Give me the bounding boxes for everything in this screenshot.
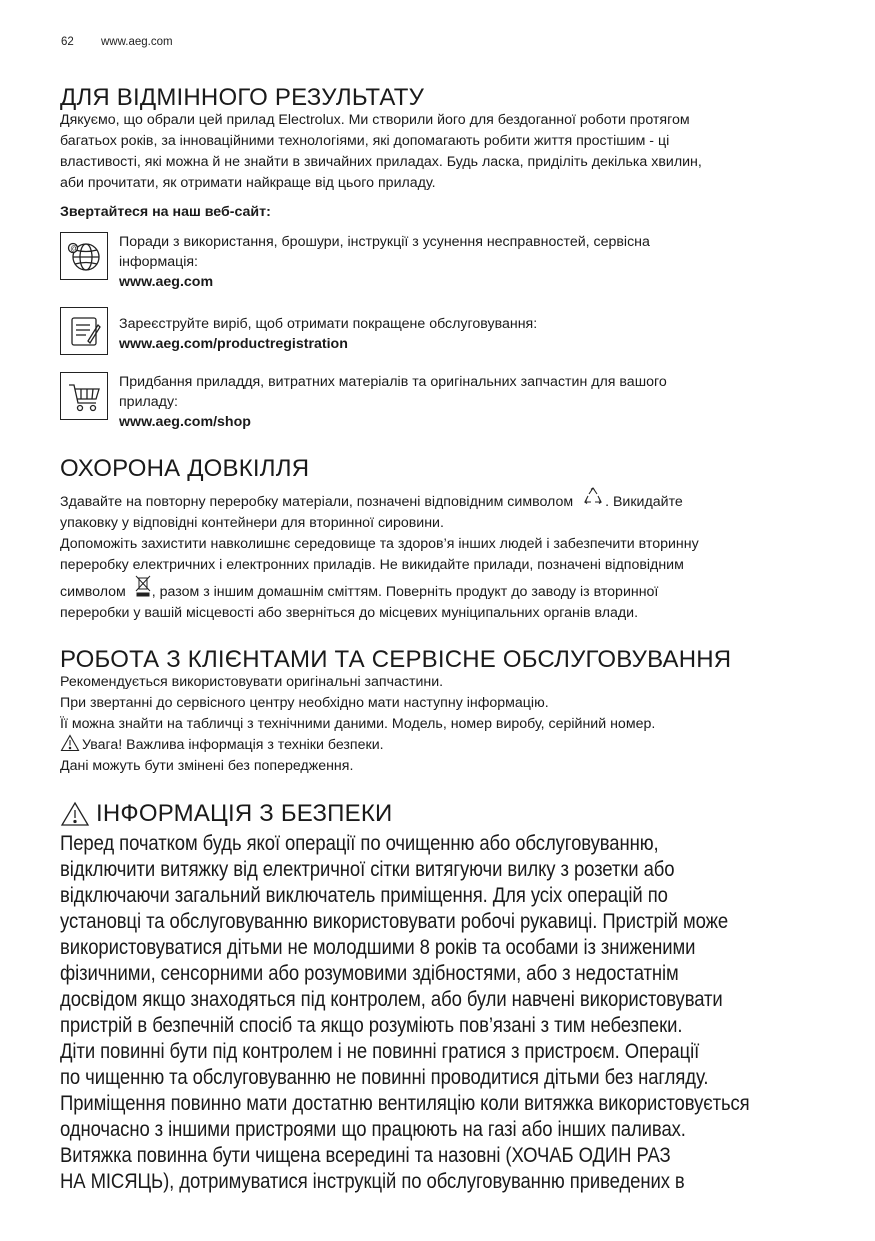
link-desc: Придбання приладдя, витратних матеріалів та оригінальних запчастин для вашого [119, 374, 667, 390]
environment-text: , разом з іншим домашнім сміттям. Поверніть продукт до заводу із вторинної [151, 584, 659, 600]
intro-title: ДЛЯ ВІДМІННОГО РЕЗУЛЬТАТУ [60, 84, 425, 111]
globe-icon [60, 232, 108, 280]
safety-line: відключаючи загальний виключатель приміщення. Для усіх операцій по [60, 883, 668, 907]
service-line: Дані можуть бути змінені без попередження. [60, 758, 354, 774]
environment-line: переробки у вашій місцевості або зверніться до місцевих муніципальних органів влади. [60, 605, 639, 621]
crossed-bin-icon [134, 574, 152, 598]
recycle-icon [581, 485, 605, 509]
shop-link[interactable]: www.aeg.com/shop [119, 414, 251, 430]
link-desc: Зареєструйте виріб, щоб отримати покращене обслуговування: [119, 316, 538, 332]
environment-line: переробку електричних і електронних приладів. Не викидайте прилади, позначені відповідним [60, 557, 684, 573]
service-paragraph [60, 672, 820, 777]
environment-line [60, 492, 820, 513]
service-line: Її можна знайти на табличці з технічними даними. Модель, номер виробу, серійний номер. [60, 716, 656, 732]
shopping-cart-icon [60, 372, 108, 420]
environment-title: ОХОРОНА ДОВКІЛЛЯ [60, 455, 310, 482]
link-row-shop [119, 372, 819, 432]
service-line: При звертанні до сервісного центру необхідно мати наступну інформацію. [60, 695, 549, 711]
environment-paragraph [60, 492, 820, 624]
service-line: Рекомендується використовувати оригінальні запчастини. [60, 674, 444, 690]
intro-line: багатьох років, за інноваційними технологіями, які допомагають робити життя простішим - ці [60, 133, 670, 149]
safety-line: Перед початком будь якої операції по очищенню або обслуговуванню, [60, 831, 659, 855]
safety-line: по чищенню та обслуговуванню не повинні проводитися дітьми без нагляду. [60, 1065, 709, 1089]
safety-line: відключити витяжку від електричної сітки витягуючи вилку з розетки або [60, 857, 675, 881]
safety-line: пристрій в безпечній спосіб та якщо розуміють пов’язані з тим небезпеки. [60, 1013, 683, 1037]
link-row-support [119, 232, 819, 292]
service-title: РОБОТА З КЛІЄНТАМИ ТА СЕРВІСНЕ ОБСЛУГОВУВАННЯ [60, 646, 732, 673]
link-desc: приладу: [119, 394, 178, 410]
link-desc: Поради з використання, брошури, інструкції з усунення несправностей, сервісна [119, 234, 650, 250]
warning-text: Увага! Важлива інформація з техніки безпеки. [82, 737, 384, 753]
service-line [60, 735, 820, 756]
safety-line: Приміщення повинно мати достатню вентиляцію коли витяжка використовується [60, 1091, 750, 1115]
safety-line: Діти повинні бути під контролем і не повинні гратися з пристроєм. Операції [60, 1039, 700, 1063]
safety-line: досвідом якщо знаходяться під контролем, або були навчені використовувати [60, 987, 723, 1011]
page-header [61, 36, 197, 48]
intro-line: аби прочитати, як отримати найкраще від цього приладу. [60, 175, 436, 191]
link-row-registration [119, 314, 819, 354]
environment-text: Здавайте на повторну переробку матеріали, позначені відповідним символом [60, 494, 574, 510]
svg-text:@: @ [70, 244, 79, 253]
registration-link[interactable]: www.aeg.com/productregistration [119, 336, 348, 352]
safety-line: установці та обслуговуванню використовувати робочі рукавиці. Пристрій може [60, 909, 729, 933]
intro-line: Дякуємо, що обрали цей прилад Electrolux. Ми створили його для бездоганної роботи протягом [60, 112, 690, 128]
safety-line: одночасно з іншими пристроями що працюють на газі або інших паливах. [60, 1117, 686, 1141]
warning-icon [60, 734, 80, 752]
safety-line: використовуватися дітьми не молодшими 8 років та особами із зниженими [60, 935, 696, 959]
header-site: www.aeg.com [101, 36, 173, 48]
intro-paragraph [60, 110, 820, 194]
page-number: 62 [61, 36, 74, 48]
safety-line: Витяжка повинна бути чищена всередині та назовні (ХОЧАБ ОДИН РАЗ [60, 1143, 671, 1167]
environment-line [60, 582, 820, 603]
safety-line: фізичними, сенсорними або розумовими здібностями, або з недостатнім [60, 961, 679, 985]
environment-text: символом [60, 584, 126, 600]
safety-title-text: ІНФОРМАЦІЯ З БЕЗПЕКИ [96, 800, 393, 827]
environment-line: упаковку у відповідні контейнери для вторинної сировини. [60, 515, 444, 531]
registration-icon [60, 307, 108, 355]
visit-label: Звертайтеся на наш веб-сайт: [60, 204, 271, 220]
safety-line: НА МІСЯЦЬ), дотримуватися інструкцій по обслуговуванню приведених в [60, 1169, 685, 1193]
support-link[interactable]: www.aeg.com [119, 274, 214, 290]
environment-line: Допоможіть захистити навколишнє середовище та здоров’я інших людей і забезпечити вторинну [60, 536, 699, 552]
warning-icon [60, 801, 90, 827]
environment-text: . Викидайте [605, 494, 683, 510]
link-desc: інформація: [119, 254, 198, 270]
intro-line: властивості, які можна й не знайти в звичайних приладах. Будь ласка, приділіть декілька хвилин, [60, 154, 702, 170]
safety-paragraph [60, 830, 750, 1194]
safety-title [60, 800, 392, 828]
